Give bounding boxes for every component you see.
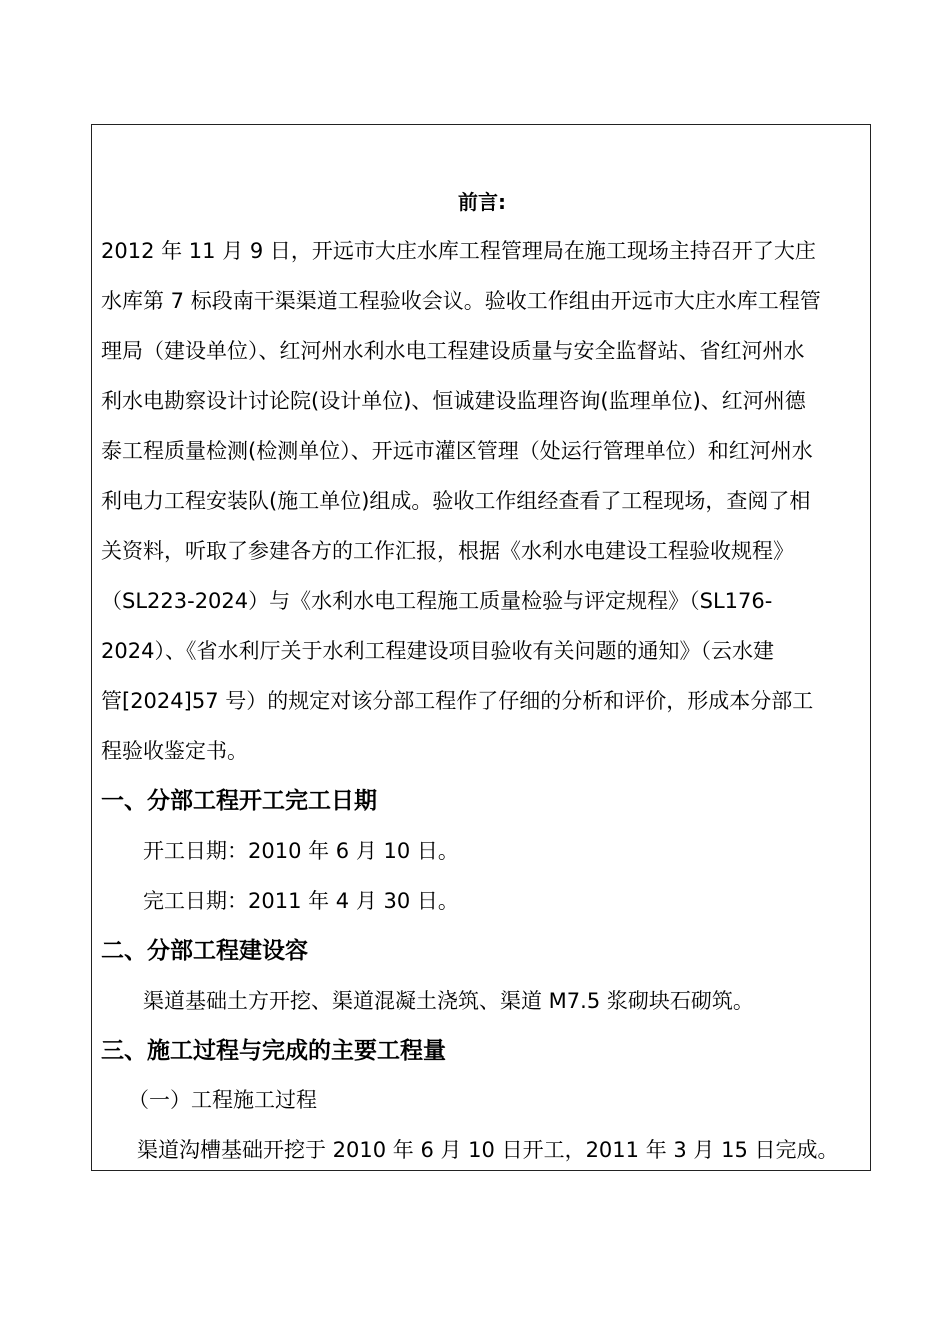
intro-line-8: （SL223-2024）与《水利水电工程施工质量检验与评定规程》（SL176- [101, 589, 773, 613]
intro-line-7: 关资料，听取了参建各方的工作汇报，根据《水利水电建设工程验收规程》 [101, 539, 794, 563]
intro-line-9: 2024）、《省水利厅关于水利工程建设项目验收有关问题的通知》（云水建 [101, 639, 774, 663]
section2-heading: 二、分部工程建设容 [101, 938, 308, 964]
document-frame [91, 124, 871, 1171]
section3-subheading: （一）工程施工过程 [128, 1088, 317, 1112]
section3-content: 渠道沟槽基础开挖于 2010 年 6 月 10 日开工，2011 年 3 月 15 日完成。 [137, 1138, 839, 1162]
intro-line-11: 程验收鉴定书。 [101, 739, 248, 763]
intro-line-3: 理局（建设单位）、红河州水利水电工程建设质量与安全监督站、省红河州水 [101, 339, 805, 363]
intro-line-1: 2012 年 11 月 9 日，开远市大庄水库工程管理局在施工现场主持召开了大庄 [101, 239, 816, 263]
section3-heading: 三、施工过程与完成的主要工程量 [101, 1038, 446, 1064]
end-date: 完工日期：2011 年 4 月 30 日。 [143, 889, 459, 913]
intro-line-2: 水库第 7 标段南干渠渠道工程验收会议。验收工作组由开远市大庄水库工程管 [101, 289, 821, 313]
intro-line-5: 泰工程质量检测(检测单位）、开远市灌区管理（处运行管理单位）和红河州水 [101, 439, 813, 463]
intro-line-6: 利电力工程安装队(施工单位)组成。验收工作组经查看了工程现场，查阅了相 [101, 489, 811, 513]
section1-heading: 一、分部工程开工完工日期 [101, 788, 377, 814]
start-date: 开工日期：2010 年 6 月 10 日。 [143, 839, 459, 863]
intro-line-4: 利水电勘察设计讨论院(设计单位)、恒诚建设监理咨询(监理单位)、红河州德 [101, 389, 806, 413]
preface-title: 前言: [458, 190, 506, 214]
intro-line-10: 管[2024]57 号）的规定对该分部工程作了仔细的分析和评价，形成本分部工 [101, 689, 814, 713]
section2-content: 渠道基础土方开挖、渠道混凝土浇筑、渠道 M7.5 浆砌块石砌筑。 [143, 989, 754, 1013]
